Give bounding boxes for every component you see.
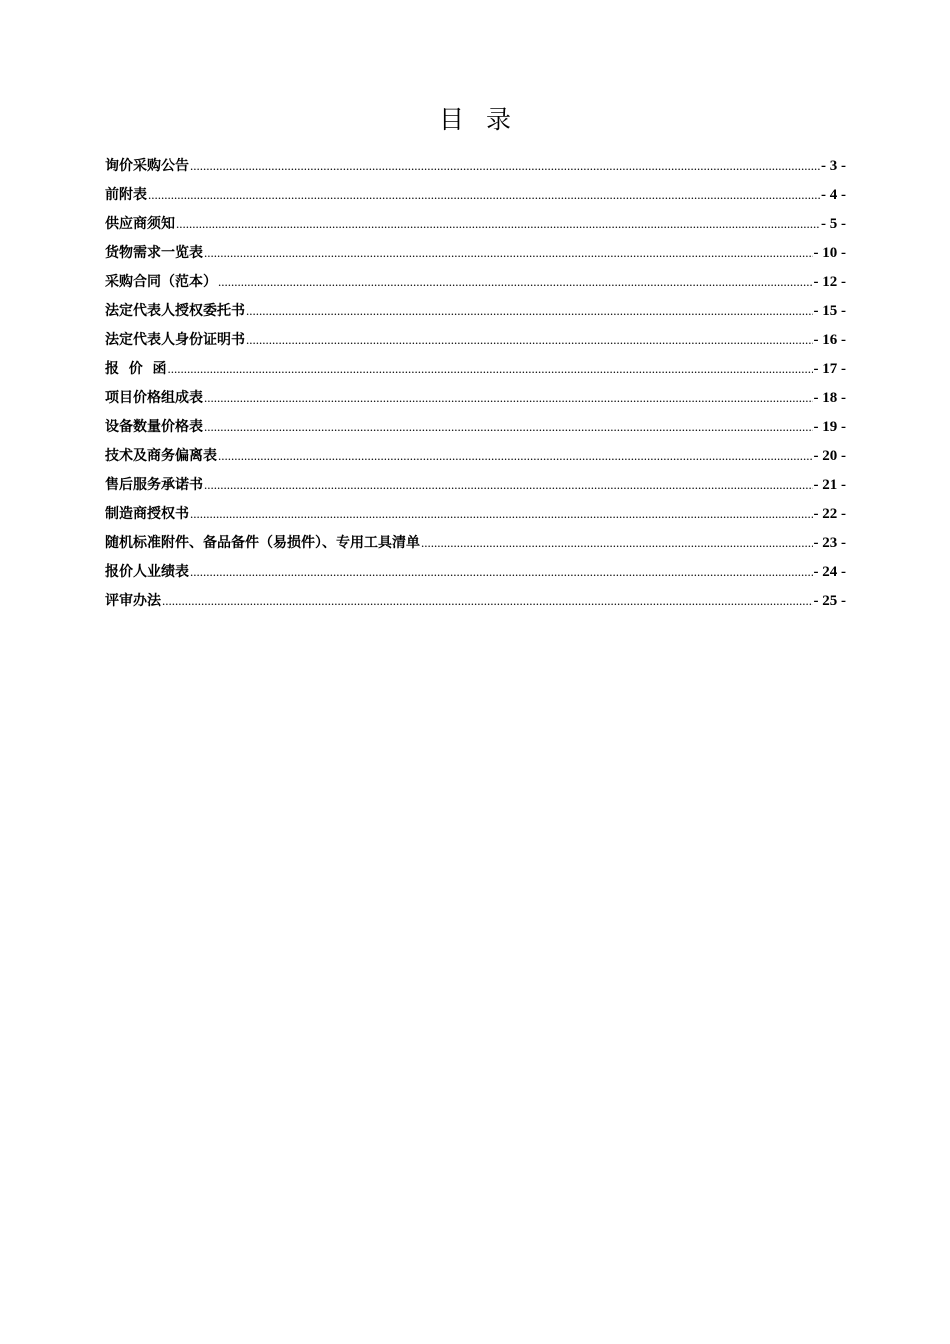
toc-list xyxy=(105,151,846,615)
toc-leader-dots xyxy=(204,412,813,441)
toc-entry-page: - 19 - xyxy=(813,419,846,435)
toc-entry-label: 项目价格组成表 xyxy=(105,390,203,406)
toc-entry[interactable] xyxy=(105,383,846,412)
toc-entry-label: 技术及商务偏离表 xyxy=(105,448,217,464)
toc-entry[interactable] xyxy=(105,296,846,325)
toc-entry[interactable] xyxy=(105,180,846,209)
toc-entry-page: - 17 - xyxy=(813,361,846,377)
toc-entry-label: 评审办法 xyxy=(105,593,161,609)
toc-entry[interactable] xyxy=(105,412,846,441)
toc-entry[interactable] xyxy=(105,557,846,586)
toc-entry-page: - 4 - xyxy=(821,187,846,203)
toc-entry-page: - 18 - xyxy=(813,390,846,406)
toc-entry-label: 采购合同（范本） xyxy=(105,274,217,290)
toc-entry-page: - 3 - xyxy=(821,158,846,174)
toc-entry-page: - 12 - xyxy=(813,274,846,290)
toc-entry-label: 随机标准附件、备品备件（易损件）、专用工具清单 xyxy=(105,535,420,551)
toc-title: 目录 xyxy=(438,105,533,134)
toc-leader-dots xyxy=(204,383,813,412)
toc-entry-label: 货物需求一览表 xyxy=(105,245,203,261)
toc-entry-page: - 16 - xyxy=(813,332,846,348)
toc-entry-label: 供应商须知 xyxy=(105,216,175,232)
toc-entry[interactable] xyxy=(105,354,846,383)
toc-leader-dots xyxy=(162,586,813,615)
toc-leader-dots xyxy=(246,296,813,325)
toc-leader-dots xyxy=(190,499,813,528)
toc-entry-label: 法定代表人身份证明书 xyxy=(105,332,245,348)
toc-leader-dots xyxy=(246,325,813,354)
toc-entry-label: 询价采购公告 xyxy=(105,158,189,174)
toc-leader-dots xyxy=(204,470,813,499)
toc-leader-dots xyxy=(190,151,820,180)
toc-entry[interactable] xyxy=(105,528,846,557)
toc-entry[interactable] xyxy=(105,151,846,180)
toc-entry-label: 制造商授权书 xyxy=(105,506,189,522)
toc-entry-label: 设备数量价格表 xyxy=(105,419,203,435)
toc-entry[interactable] xyxy=(105,209,846,238)
toc-entry[interactable] xyxy=(105,267,846,296)
toc-leader-dots xyxy=(421,528,813,557)
toc-entry-label: 前附表 xyxy=(105,187,147,203)
toc-entry[interactable] xyxy=(105,586,846,615)
toc-entry-page: - 20 - xyxy=(813,448,846,464)
toc-leader-dots xyxy=(190,557,813,586)
toc-leader-dots xyxy=(218,441,813,470)
toc-leader-dots xyxy=(176,209,820,238)
toc-entry-page: - 10 - xyxy=(813,245,846,261)
toc-entry-page: - 25 - xyxy=(813,593,846,609)
toc-entry-page: - 5 - xyxy=(821,216,846,232)
toc-entry-label: 法定代表人授权委托书 xyxy=(105,303,245,319)
toc-leader-dots xyxy=(218,267,813,296)
toc-leader-dots xyxy=(148,180,820,209)
toc-entry-page: - 24 - xyxy=(813,564,846,580)
toc-entry[interactable] xyxy=(105,499,846,528)
toc-entry-page: - 23 - xyxy=(813,535,846,551)
toc-entry-page: - 22 - xyxy=(813,506,846,522)
toc-entry-label: 售后服务承诺书 xyxy=(105,477,203,493)
toc-entry-page: - 21 - xyxy=(813,477,846,493)
toc-entry-label: 报 价 函 xyxy=(105,361,167,377)
toc-entry-label: 报价人业绩表 xyxy=(105,564,189,580)
toc-entry[interactable] xyxy=(105,238,846,267)
toc-leader-dots xyxy=(204,238,813,267)
toc-entry[interactable] xyxy=(105,325,846,354)
toc-entry[interactable] xyxy=(105,441,846,470)
toc-leader-dots xyxy=(168,354,813,383)
toc-entry[interactable] xyxy=(105,470,846,499)
toc-entry-page: - 15 - xyxy=(813,303,846,319)
